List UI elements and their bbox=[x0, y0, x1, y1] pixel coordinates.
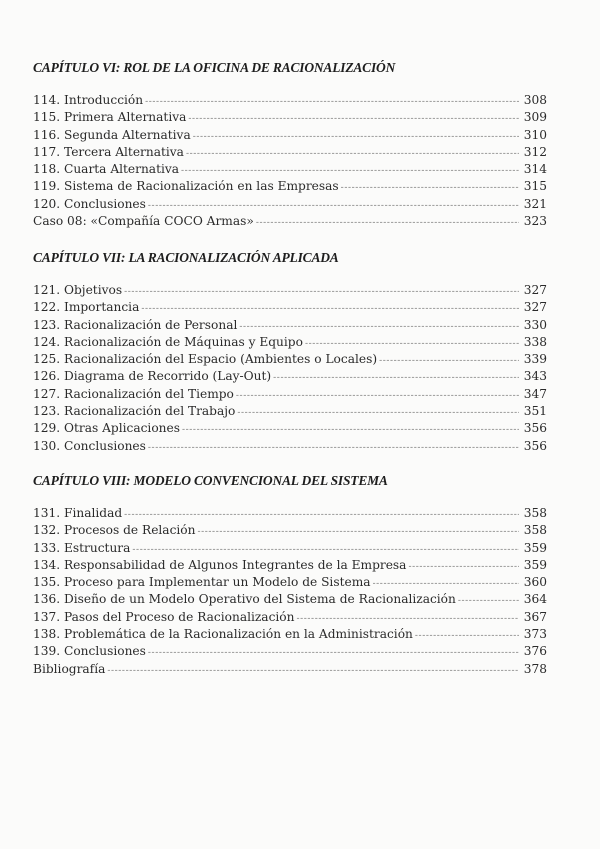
entry-label: Caso 08: «Compañía COCO Armas» bbox=[33, 214, 254, 229]
dot-leader bbox=[107, 663, 519, 680]
dot-leader bbox=[124, 284, 519, 301]
dot-leader bbox=[341, 180, 519, 197]
toc-entry bbox=[33, 386, 547, 403]
dot-leader bbox=[197, 524, 519, 541]
entry-page-number: 358 bbox=[523, 523, 547, 538]
toc-entry bbox=[33, 161, 547, 178]
chapter-6-section bbox=[33, 58, 547, 230]
toc-entry bbox=[33, 127, 547, 144]
entry-page-number: 330 bbox=[523, 317, 547, 332]
entry-page-number: 364 bbox=[523, 592, 547, 607]
chapter-8-section bbox=[33, 471, 547, 678]
entry-page-number: 315 bbox=[523, 179, 547, 194]
toc-entry bbox=[33, 299, 547, 316]
toc-entry bbox=[33, 196, 547, 213]
toc-entry bbox=[33, 438, 547, 455]
entry-label: 136. Diseño de un Modelo Operativo del Sistema de Racionalización bbox=[33, 592, 456, 607]
toc-entry bbox=[33, 334, 547, 351]
entry-page-number: 378 bbox=[523, 661, 547, 676]
entry-label: 137. Pasos del Proceso de Racionalización bbox=[33, 609, 295, 624]
entry-page-number: 339 bbox=[523, 352, 547, 367]
chapter-title: CAPÍTULO VIII: MODELO CONVENCIONAL DEL SISTEMA bbox=[33, 473, 388, 488]
entry-label: 132. Procesos de Relación bbox=[33, 523, 196, 538]
dot-leader bbox=[256, 215, 519, 232]
entry-label: 117. Tercera Alternativa bbox=[33, 144, 184, 159]
dot-leader bbox=[237, 405, 519, 422]
toc-entry bbox=[33, 92, 547, 109]
entry-label: 119. Sistema de Racionalización en las Empresas bbox=[33, 179, 339, 194]
toc-entry bbox=[33, 368, 547, 385]
entry-page-number: 308 bbox=[523, 93, 547, 107]
toc-entry bbox=[33, 317, 547, 334]
entry-page-number: 347 bbox=[523, 386, 547, 401]
entry-page-number: 360 bbox=[523, 575, 547, 590]
entry-label: 138. Problemática de la Racionalización en la Administración bbox=[33, 627, 413, 642]
entry-page-number: 338 bbox=[523, 334, 547, 349]
toc-entry bbox=[33, 420, 547, 437]
entry-label: 139. Conclusiones bbox=[33, 644, 146, 659]
entry-page-number: 367 bbox=[523, 609, 547, 624]
toc-entry bbox=[33, 282, 547, 299]
entry-label: 118. Cuarta Alternativa bbox=[33, 162, 180, 177]
toc-entry bbox=[33, 351, 547, 368]
dot-leader bbox=[186, 146, 519, 163]
dot-leader bbox=[273, 370, 519, 387]
entry-label: 123. Racionalización del Trabajo bbox=[33, 404, 236, 419]
entry-page-number: 321 bbox=[523, 196, 547, 211]
dot-leader bbox=[415, 628, 519, 645]
dot-leader bbox=[145, 94, 519, 111]
dot-leader bbox=[182, 422, 519, 439]
chapter-title: CAPÍTULO VI: ROL DE LA OFICINA DE RACIONALIZACIÓN bbox=[33, 60, 396, 75]
toc-entry bbox=[33, 178, 547, 195]
toc-entry bbox=[33, 574, 547, 591]
entry-page-number: 356 bbox=[523, 438, 547, 453]
entry-label: 114. Introducción bbox=[33, 93, 144, 107]
entry-label: 129. Otras Aplicaciones bbox=[33, 421, 180, 436]
entry-label: 130. Conclusiones bbox=[33, 438, 146, 453]
entry-page-number: 356 bbox=[523, 421, 547, 436]
entry-page-number: 327 bbox=[523, 300, 547, 315]
entry-label: 121. Objetivos bbox=[33, 283, 123, 297]
entry-label: 122. Importancia bbox=[33, 300, 140, 315]
entry-page-number: 343 bbox=[523, 369, 547, 384]
toc-entry bbox=[33, 661, 547, 678]
toc-entry bbox=[33, 591, 547, 608]
toc-entry bbox=[33, 557, 547, 574]
entry-label: 127. Racionalización del Tiempo bbox=[33, 386, 234, 401]
toc-entries bbox=[33, 92, 547, 230]
entry-page-number: 359 bbox=[523, 540, 547, 555]
entry-label: 135. Proceso para Implementar un Modelo de Sistema bbox=[33, 575, 371, 590]
entry-page-number: 359 bbox=[523, 557, 547, 572]
entry-page-number: 358 bbox=[523, 506, 547, 520]
dot-leader bbox=[193, 129, 519, 146]
chapter-title: CAPÍTULO VII: LA RACIONALIZACIÓN APLICADA bbox=[33, 250, 339, 265]
dot-leader bbox=[148, 440, 519, 457]
entry-page-number: 312 bbox=[523, 144, 547, 159]
entry-label: 134. Responsabilidad de Algunos Integrantes de la Empresa bbox=[33, 557, 407, 572]
entry-label: 133. Estructura bbox=[33, 540, 131, 555]
entry-label: 116. Segunda Alternativa bbox=[33, 127, 191, 142]
entry-page-number: 314 bbox=[523, 162, 547, 177]
entry-label: Bibliografía bbox=[33, 661, 106, 676]
toc-entry bbox=[33, 609, 547, 626]
entry-label: 120. Conclusiones bbox=[33, 196, 146, 211]
toc-entry bbox=[33, 109, 547, 126]
dot-leader bbox=[379, 353, 519, 370]
toc-entry bbox=[33, 522, 547, 539]
dot-leader bbox=[148, 645, 519, 662]
toc-entry bbox=[33, 144, 547, 161]
dot-leader bbox=[236, 388, 519, 405]
entry-label: 131. Finalidad bbox=[33, 506, 123, 520]
toc-entry bbox=[33, 213, 547, 230]
dot-leader bbox=[458, 593, 519, 610]
entry-page-number: 327 bbox=[523, 283, 547, 297]
entry-page-number: 376 bbox=[523, 644, 547, 659]
entry-label: 115. Primera Alternativa bbox=[33, 110, 187, 125]
entry-page-number: 351 bbox=[523, 404, 547, 419]
entry-label: 123. Racionalización de Personal bbox=[33, 317, 238, 332]
toc-entry bbox=[33, 403, 547, 420]
toc-entries bbox=[33, 282, 547, 455]
entry-page-number: 373 bbox=[523, 627, 547, 642]
entry-page-number: 310 bbox=[523, 127, 547, 142]
dot-leader bbox=[188, 111, 519, 128]
entry-label: 126. Diagrama de Recorrido (Lay-Out) bbox=[33, 369, 272, 384]
toc-entry bbox=[33, 540, 547, 557]
entry-label: 125. Racionalización del Espacio (Ambientes o Locales) bbox=[33, 352, 378, 367]
toc-entry bbox=[33, 643, 547, 660]
entry-page-number: 323 bbox=[523, 214, 547, 229]
dot-leader bbox=[408, 559, 519, 576]
toc-entries bbox=[33, 505, 547, 678]
entry-label: 124. Racionalización de Máquinas y Equipo bbox=[33, 334, 303, 349]
toc-entry bbox=[33, 505, 547, 522]
chapter-7-section bbox=[33, 248, 547, 455]
entry-page-number: 309 bbox=[523, 110, 547, 125]
toc-entry bbox=[33, 626, 547, 643]
